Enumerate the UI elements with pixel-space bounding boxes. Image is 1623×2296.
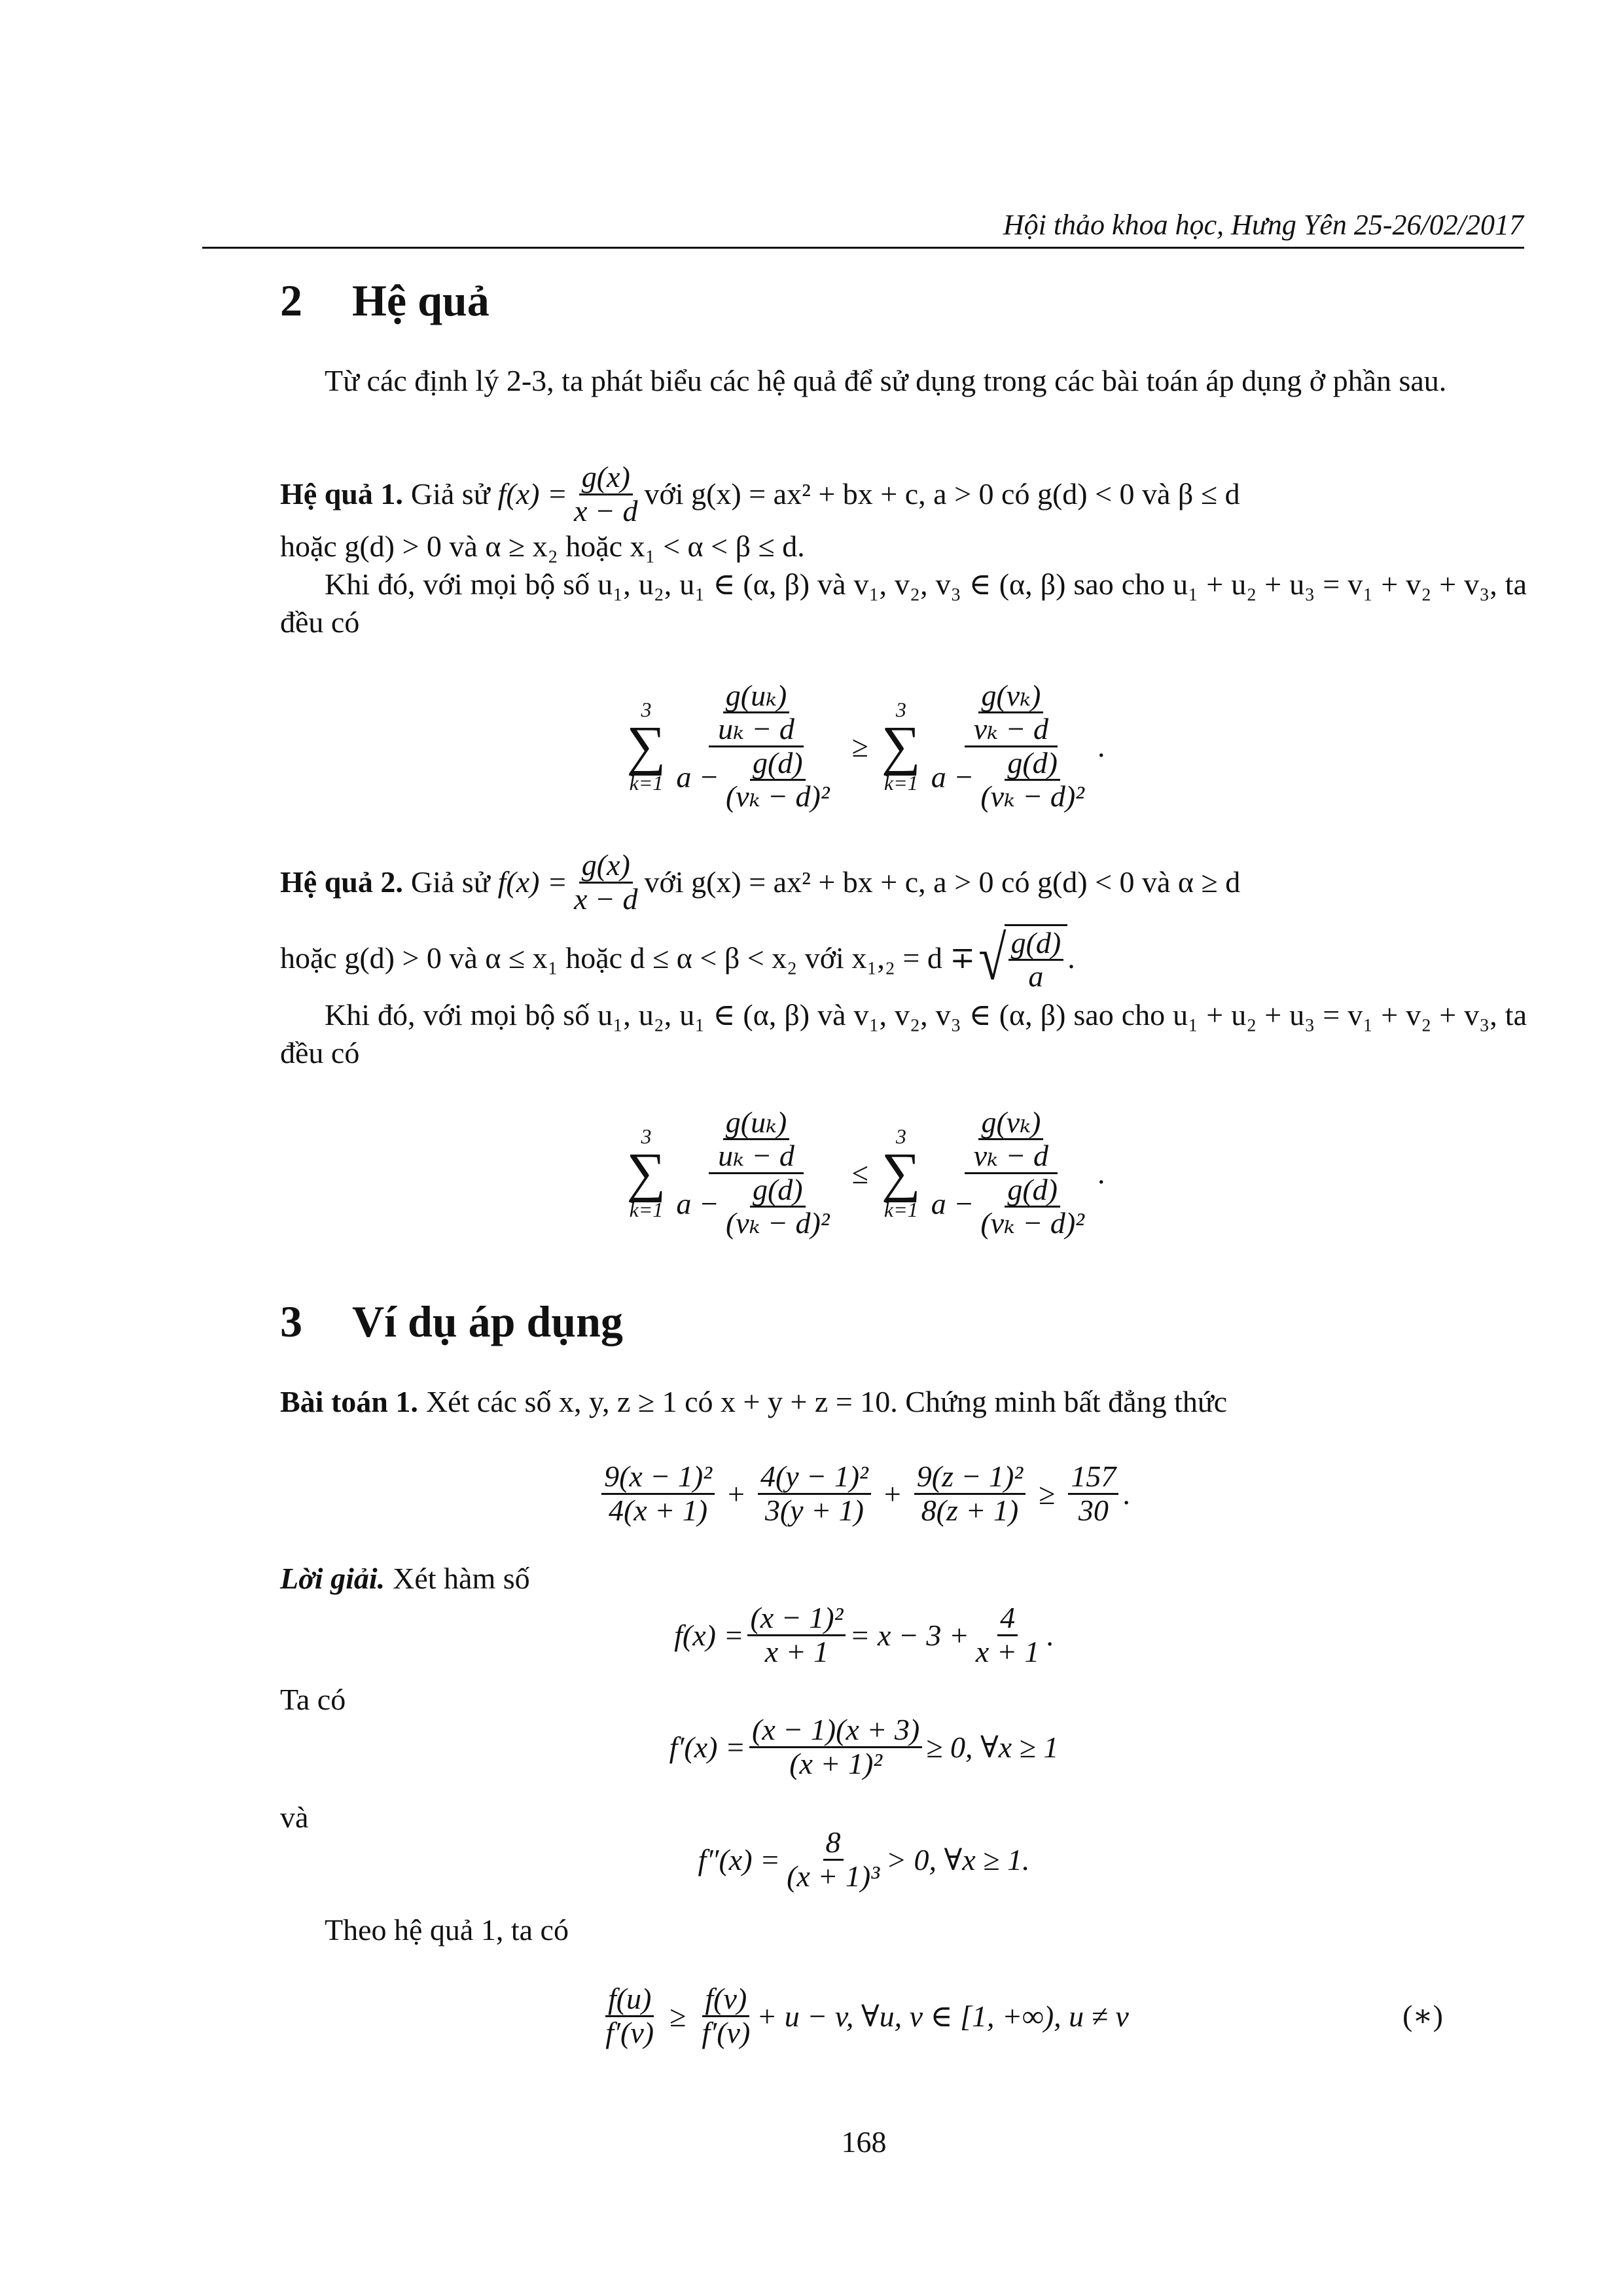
text: . — [1122, 1477, 1130, 1511]
hq1-then: Khi đó, với mọi bộ số u₁, u₂, u₁ ∈ (α, β) và v₁, v₂, v₃ ∈ (α, β) sao cho u₁ + u₂ + u₃ = v₁ + v₂ + v₃, ta đều có — [280, 567, 1527, 639]
text: với g(x) = ax² + bx + c, a > 0 có g(d) < 0 và β ≤ d — [644, 477, 1240, 511]
fraction — [747, 1602, 846, 1668]
math: ≥ 0, ∀x ≥ 1 — [926, 1731, 1059, 1764]
relation: ≥ — [851, 729, 868, 763]
text: . — [1097, 1156, 1105, 1190]
denominator: (vₖ − d)² — [725, 1206, 830, 1240]
sum-symbol — [627, 699, 666, 793]
problem-1-inequality — [280, 1461, 1448, 1526]
denominator: uₖ − d — [718, 1139, 794, 1173]
numerator — [709, 1107, 804, 1174]
denominator: 4(x + 1) — [608, 1493, 708, 1527]
math: f(x) = — [674, 1618, 744, 1652]
fraction — [971, 1107, 1051, 1172]
sigma-icon: ∑ — [626, 1142, 666, 1204]
denominator: (x + 1)² — [789, 1746, 883, 1780]
denominator: 3(y + 1) — [764, 1493, 864, 1527]
hq2-statement-line2 — [280, 923, 1527, 994]
problem-1-statement — [280, 1381, 1527, 1423]
sum-upper: 3 — [641, 698, 652, 722]
fraction — [914, 1461, 1026, 1526]
sigma-icon: ∑ — [881, 715, 921, 777]
text: ≥ — [1039, 1477, 1056, 1511]
fraction — [715, 1107, 797, 1172]
sum-upper: 3 — [895, 698, 906, 722]
text: Xét các số x, y, z ≥ 1 có x + y + z = 10. Chứng minh bất đẳng thức — [425, 1385, 1228, 1418]
fraction — [973, 1602, 1042, 1668]
numerator: 157 — [1068, 1461, 1118, 1494]
sum-symbol — [882, 699, 921, 793]
denominator: x − d — [574, 493, 638, 528]
sum-lower: k=1 — [883, 1197, 918, 1221]
text: a − — [676, 1186, 719, 1220]
text: Xét hàm số — [393, 1562, 530, 1595]
fraction — [715, 680, 797, 745]
denominator: (vₖ − d)² — [980, 1206, 1084, 1240]
numerator: g(uₖ) — [723, 680, 789, 713]
hq1-label: Hệ quả 1. — [280, 477, 403, 511]
equation-tag: (∗) — [1402, 1999, 1443, 2032]
fraction — [929, 680, 1094, 812]
sigma-icon: ∑ — [626, 715, 666, 777]
hq1-sum-inequality — [280, 668, 1448, 825]
numerator: g(d) — [750, 1174, 806, 1208]
math: = x − 3 + — [849, 1618, 969, 1652]
hq2-label: Hệ quả 2. — [280, 865, 403, 899]
denominator: (vₖ − d)² — [980, 779, 1084, 813]
math: f(x) = — [497, 865, 567, 899]
numerator — [965, 1107, 1058, 1174]
numerator: g(d) — [750, 747, 806, 781]
sum-symbol — [882, 1126, 921, 1220]
text: . — [1046, 1618, 1054, 1652]
sum-lower: k=1 — [629, 770, 664, 795]
text: Giả sử — [410, 865, 490, 899]
section-title: Ví dụ áp dụng — [352, 1297, 623, 1346]
solution-intro — [280, 1558, 1527, 1600]
denominator: vₖ − d — [973, 712, 1048, 746]
denominator: x + 1 — [764, 1634, 829, 1668]
numerator: 4(y − 1)² — [758, 1461, 871, 1494]
math: > 0, ∀x ≥ 1. — [885, 1843, 1030, 1876]
hq1-statement-line1 — [280, 461, 1527, 527]
fraction — [673, 680, 838, 812]
inequality-star — [280, 1983, 1448, 2049]
math: f″(x) = — [698, 1842, 781, 1876]
sum-lower: k=1 — [629, 1197, 664, 1221]
denominator: x + 1 — [975, 1634, 1040, 1668]
text: hoặc g(d) > 0 và α ≤ x₁ hoặc d ≤ α < β < x₂ với x₁,₂ = d ∓ — [280, 941, 975, 975]
denominator: 8(z + 1) — [921, 1493, 1019, 1527]
denominator: (x + 1)³ — [787, 1859, 880, 1893]
numerator: 4 — [997, 1602, 1018, 1636]
sum-lower: k=1 — [883, 770, 918, 795]
numerator: g(x) — [579, 461, 633, 495]
numerator: 9(x − 1)² — [601, 1461, 715, 1494]
numerator: g(d) — [1005, 1174, 1060, 1208]
denominator: vₖ − d — [973, 1139, 1048, 1173]
denominator — [673, 1174, 838, 1240]
numerator: f(v) — [702, 1983, 749, 2017]
fraction — [1068, 1461, 1118, 1526]
denominator: f′(v) — [605, 2015, 654, 2049]
math: f(x) = — [497, 477, 567, 511]
fraction — [603, 1983, 656, 2049]
fraction — [699, 1983, 753, 2049]
square-root — [975, 924, 1067, 993]
running-header: Hội thảo khoa học, Hưng Yên 25-26/02/2017 — [1003, 209, 1524, 241]
hq1-statement-line2: hoặc g(d) > 0 và α ≥ x₂ hoặc x₁ < α < β ≤ d. — [280, 529, 805, 563]
denominator: (vₖ − d)² — [725, 779, 830, 813]
numerator: g(vₖ) — [978, 1107, 1043, 1140]
text: Giả sử — [410, 477, 490, 511]
second-derivative — [280, 1827, 1448, 1892]
numerator: g(uₖ) — [723, 1107, 789, 1140]
numerator: g(d) — [1008, 927, 1064, 961]
function-definition — [280, 1602, 1448, 1668]
denominator: f′(v) — [702, 2015, 751, 2049]
sum-upper: 3 — [895, 1124, 906, 1149]
fraction — [723, 1174, 832, 1240]
taco-text: Ta có — [280, 1683, 346, 1716]
page-number: 168 — [841, 2125, 887, 2159]
section-number: 3 — [280, 1297, 302, 1346]
fraction — [978, 1174, 1087, 1240]
text: . — [1067, 941, 1075, 975]
theo-text: Theo hệ quả 1, ta có — [325, 1913, 569, 1946]
denominator: a — [1028, 960, 1044, 993]
text: . — [1097, 729, 1105, 763]
text: a − — [931, 759, 974, 793]
fraction — [571, 461, 640, 527]
numerator: g(vₖ) — [978, 680, 1043, 713]
hq2-statement-line1 — [280, 850, 1527, 915]
sigma-icon: ∑ — [881, 1142, 921, 1204]
fraction — [978, 747, 1087, 813]
fraction — [1008, 927, 1064, 993]
numerator — [965, 680, 1058, 747]
denominator: uₖ − d — [718, 712, 794, 746]
first-derivative — [280, 1714, 1448, 1780]
section-heading-2 — [280, 275, 490, 327]
radical-icon: √ — [978, 923, 1007, 993]
denominator — [929, 1174, 1094, 1240]
numerator — [709, 680, 804, 747]
text: a − — [676, 759, 719, 793]
text: a − — [931, 1186, 974, 1220]
fraction — [723, 747, 832, 813]
numerator: f(u) — [605, 1983, 654, 2017]
fraction — [749, 1714, 922, 1780]
problem-label: Bài toán 1. — [280, 1385, 418, 1418]
fraction — [571, 850, 640, 915]
numerator: 9(z − 1)² — [914, 1461, 1026, 1494]
math: + u − v, ∀u, v ∈ [1, +∞), u ≠ v — [757, 2000, 1129, 2033]
solution-label: Lời giải. — [280, 1562, 385, 1595]
denominator: 30 — [1078, 1493, 1109, 1527]
text: ≥ — [669, 1999, 687, 2033]
math: f′(x) = — [669, 1730, 746, 1764]
text: với g(x) = ax² + bx + c, a > 0 có g(d) < 0 và α ≥ d — [644, 865, 1241, 899]
fraction — [784, 1827, 882, 1892]
relation: ≤ — [851, 1156, 868, 1190]
denominator — [673, 747, 838, 813]
intro-paragraph: Từ các định lý 2-3, ta phát biểu các hệ quả để sử dụng trong các bài toán áp dụng ở phần sau. — [325, 364, 1447, 397]
hq2-then: Khi đó, với mọi bộ số u₁, u₂, u₁ ∈ (α, β) và v₁, v₂, v₃ ∈ (α, β) sao cho u₁ + u₂ + u₃ = v₁ + v₂ + v₃, ta đều có — [280, 998, 1527, 1069]
section-title: Hệ quả — [352, 276, 490, 325]
denominator — [929, 747, 1094, 813]
fraction — [673, 1107, 838, 1239]
sum-symbol — [627, 1126, 666, 1220]
fraction — [929, 1107, 1094, 1239]
sum-upper: 3 — [641, 1124, 652, 1149]
hq2-sum-inequality — [280, 1094, 1448, 1251]
header-rule — [202, 247, 1524, 249]
fraction — [971, 680, 1051, 745]
numerator: (x − 1)(x + 3) — [749, 1714, 922, 1748]
numerator: g(x) — [579, 850, 633, 883]
va-text: và — [280, 1801, 309, 1834]
numerator: (x − 1)² — [747, 1602, 846, 1636]
fraction — [758, 1461, 871, 1526]
section-heading-3 — [280, 1296, 623, 1348]
text: + — [883, 1477, 901, 1511]
numerator: g(d) — [1005, 747, 1060, 781]
section-number: 2 — [280, 276, 302, 325]
text: + — [727, 1477, 745, 1511]
denominator: x − d — [574, 882, 638, 916]
fraction — [601, 1461, 715, 1526]
numerator: 8 — [823, 1827, 844, 1860]
